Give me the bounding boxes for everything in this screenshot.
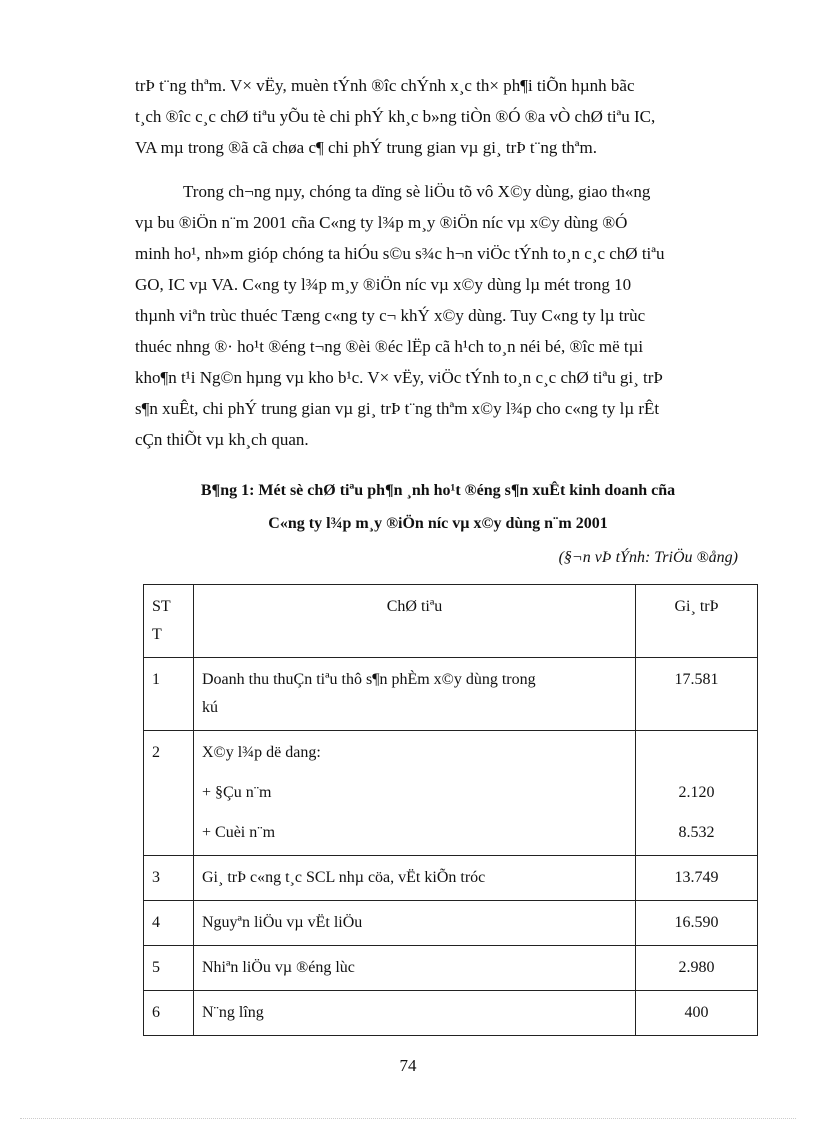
sub-item-label: + §Çu n¨m xyxy=(202,784,272,801)
text-line: trÞ t¨ng thªm. V× vËy, muèn tÝnh ®îc chÝnh x¸c th× ph¶i tiÕn hµnh bãc xyxy=(135,76,635,95)
row-value xyxy=(636,731,758,856)
table-row xyxy=(144,901,758,946)
table-row xyxy=(144,658,758,731)
row-stt: 1 xyxy=(144,658,194,731)
text-line: vµ bu ®iÖn n¨m 2001 cña C«ng ty l¾p m¸y ®iÖn níc vµ x©y dùng ®Ó xyxy=(135,213,628,232)
text-line: Trong ch¬ng nµy, chóng ta dïng sè liÖu tõ vô X©y dùng, giao th«ng xyxy=(183,182,651,201)
table-row xyxy=(144,946,758,991)
row-stt: 4 xyxy=(144,901,194,946)
text-line: kho¶n t¹i Ng©n hµng vµ kho b¹c. V× vËy, viÖc tÝnh to¸n c¸c chØ tiªu gi¸ trÞ xyxy=(135,368,663,387)
row-indicator: Doanh thu thuÇn tiªu thô s¶n phÈm x©y dùng trong kú xyxy=(194,658,636,731)
text-line: t¸ch ®îc c¸c chØ tiªu yÕu tè chi phÝ kh¸c b»ng tiÒn ®Ó ®a vÒ chØ tiªu IC, xyxy=(135,107,656,126)
table-row xyxy=(144,991,758,1036)
text-line: thµnh viªn trùc thuéc Tæng c«ng ty c¬ khÝ x©y dùng. Tuy C«ng ty lµ trùc xyxy=(135,306,646,325)
paragraph-2 xyxy=(135,176,741,455)
text-line: cÇn thiÕt vµ kh¸ch quan. xyxy=(135,430,309,449)
text-line: s¶n xuÊt, chi phÝ trung gian vµ gi¸ trÞ t¨ng thªm x©y l¾p cho c«ng ty lµ rÊt xyxy=(135,399,660,418)
table-title-line-2: C«ng ty l¾p m¸y ®iÖn níc vµ x©y dùng n¨m 2001 xyxy=(268,515,608,532)
paragraph-1 xyxy=(135,70,741,163)
row-indicator: X©y l¾p dë dang: + §Çu n¨m + Cuèi n¨m xyxy=(194,731,636,856)
row-value: 17.581 xyxy=(636,658,758,731)
header-value: Gi¸ trÞ xyxy=(636,585,758,658)
indicator-table xyxy=(143,584,758,1036)
header-indicator: ChØ tiªu xyxy=(194,585,636,658)
sub-item-value: 8.532 xyxy=(678,824,715,841)
row-stt: 6 xyxy=(144,991,194,1036)
row-value: 16.590 xyxy=(636,901,758,946)
unit-note: (§¬n vÞ tÝnh: TriÖu ®ång) xyxy=(558,549,738,566)
text-line: GO, IC vµ VA. C«ng ty l¾p m¸y ®iÖn níc vµ x©y dùng lµ mét trong 10 xyxy=(135,275,632,294)
table-row xyxy=(144,731,758,856)
page-edge-divider xyxy=(20,1118,796,1119)
row-value: 400 xyxy=(636,991,758,1036)
row-indicator: N¨ng lîng xyxy=(194,991,636,1036)
text-line: VA mµ trong ®ã cã chøa c¶ chi phÝ trung gian vµ gi¸ trÞ t¨ng thªm. xyxy=(135,138,597,157)
sub-item-value: 2.120 xyxy=(678,784,715,801)
page-number: 74 xyxy=(399,1056,417,1075)
row-stt: 2 xyxy=(144,731,194,856)
text-line: thuéc nhng ®· ho¹t ®éng t¬ng ®èi ®éc lËp cã h¹ch to¸n néi bé, ®îc më tµi xyxy=(135,337,644,356)
sub-item-label: + Cuèi n¨m xyxy=(202,824,276,841)
table-title-line-1: B¶ng 1: Mét sè chØ tiªu ph¶n ¸nh ho¹t ®éng s¶n xuÊt kinh doanh cña xyxy=(200,482,676,499)
row-indicator: Nhiªn liÖu vµ ®éng lùc xyxy=(194,946,636,991)
text-line: minh ho¹, nh»m gióp chóng ta hiÓu s©u s¾c h¬n viÖc tÝnh to¸n c¸c chØ tiªu xyxy=(135,244,665,263)
row-indicator: Gi¸ trÞ c«ng t¸c SCL nhµ cöa, vËt kiÕn tróc xyxy=(194,856,636,901)
table-row xyxy=(144,856,758,901)
row-value: 2.980 xyxy=(636,946,758,991)
row-stt: 3 xyxy=(144,856,194,901)
row-stt: 5 xyxy=(144,946,194,991)
header-stt: ST T xyxy=(144,585,194,658)
row-value: 13.749 xyxy=(636,856,758,901)
table-header-row xyxy=(144,585,758,658)
row-indicator: Nguyªn liÖu vµ vËt liÖu xyxy=(194,901,636,946)
